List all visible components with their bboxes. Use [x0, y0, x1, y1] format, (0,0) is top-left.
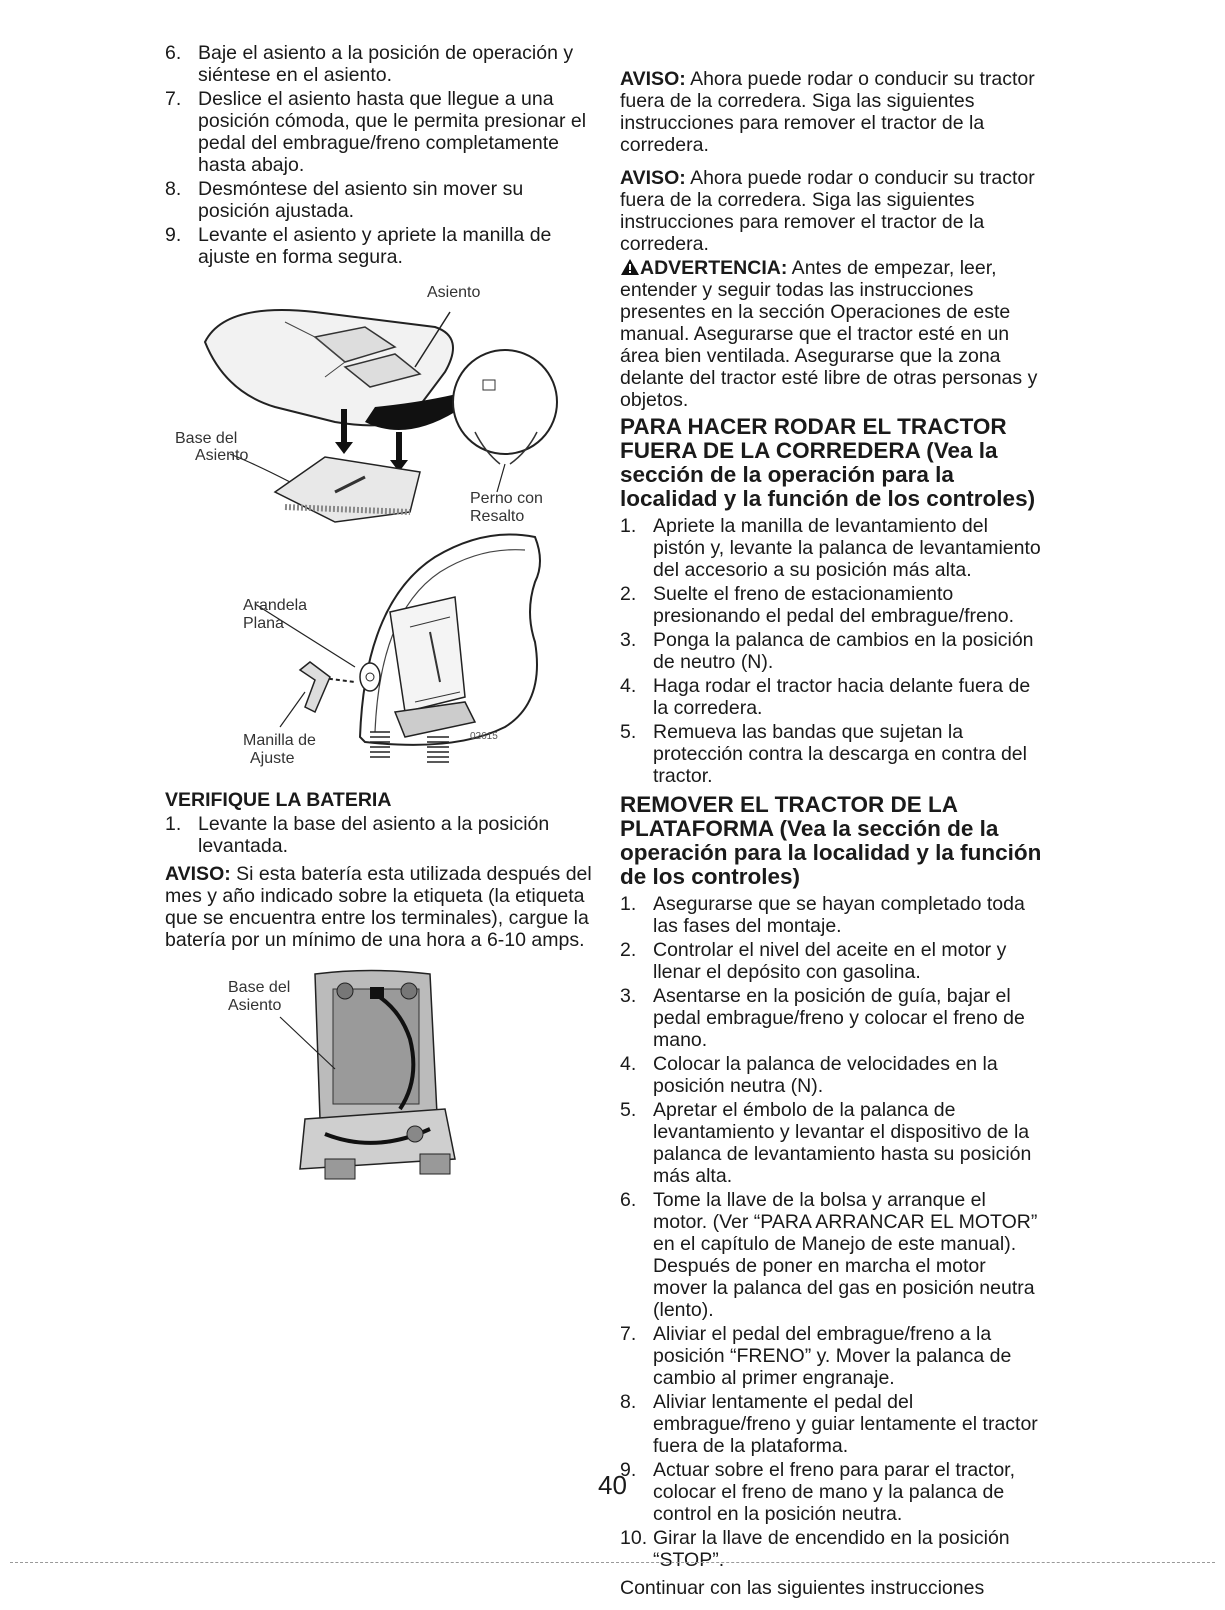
list-item: 5. Apretar el émbolo de la palanca de levantamiento y levantar el dispositivo de la palanca de levantamiento hasta su posición más alta.: [620, 1099, 1032, 1187]
notice-1: AVISO: Ahora puede rodar o conducir su tractor fuera de la corredera. Siga las siguientes instrucciones para remover el tractor de la corredera.: [620, 68, 1035, 156]
list-item: 3. Asentarse en la posición de guía, bajar el pedal embrague/freno y colocar el freno de mano.: [620, 985, 1025, 1051]
warning-block: ADVERTENCIA: Antes de empezar, leer, entender y seguir todas las instrucciones presentes en la sección Operaciones de este manual. Asegurarse que el tractor esté en un área bien ventilada. Asegurarse que la zona delante del tractor esté libre de otras personas y objetos.: [620, 257, 1038, 411]
list-item: 9. Actuar sobre el freno para parar el tractor, colocar el freno de mano y la palanca de control en la posición neutra.: [620, 1459, 1016, 1525]
label-base-del: Base del: [175, 430, 238, 447]
list-item: 7. Deslice el asiento hasta que llegue a una posición cómoda, que le permita presionar el pedal del embrague/freno completamente hasta abajo.: [165, 88, 587, 176]
seat-steps-list: [165, 42, 595, 268]
page-bottom-rule: [10, 1562, 1215, 1563]
verify-battery-heading: VERIFIQUE LA BATERIA: [165, 789, 392, 811]
continue-note: Continuar con las siguientes instrucciones: [620, 1577, 985, 1599]
list-item: 1. Asegurarse que se hayan completado toda las fases del montaje.: [620, 893, 1025, 937]
list-item: 1. Levante la base del asiento a la posición levantada.: [165, 813, 550, 857]
notice-2: AVISO: Ahora puede rodar o conducir su tractor fuera de la corredera. Siga las siguientes instrucciones para remover el tractor de la corredera.: [620, 167, 1035, 255]
warning-icon: [620, 258, 640, 276]
label-base-del-2: Base del: [228, 979, 291, 996]
list-item: 3. Ponga la palanca de cambios en la posición de neutro (N).: [620, 629, 1034, 673]
seat-assembly-figure: [165, 282, 595, 777]
verify-steps-list: [165, 813, 595, 857]
list-item: 6. Baje el asiento a la posición de operación y siéntese en el asiento.: [165, 42, 574, 86]
seat-assembly-illustration: [165, 282, 595, 777]
list-item: 8. Desmóntese del asiento sin mover su posición ajustada.: [165, 178, 524, 222]
battery-figure: [165, 969, 595, 1194]
label-plana: Plana: [243, 615, 284, 632]
label-asiento: Asiento: [427, 284, 481, 301]
section-heading-roll-off: PARA HACER RODAR EL TRACTOR FUERA DE LA CORREDERA (Vea la sección de la operación para la localidad y la función de los controles): [620, 414, 1036, 511]
label-resalto: Resalto: [470, 508, 525, 525]
list-item: 2. Controlar el nivel del aceite en el motor y llenar el depósito con gasolina.: [620, 939, 1007, 983]
list-item: 5. Remueva las bandas que sujetan la protección contra la descarga en contra del tractor.: [620, 721, 1027, 787]
list-item: 1. Apriete la manilla de levantamiento del pistón y, levante la palanca de levantamiento del accesorio a su posición más alta.: [620, 515, 1041, 581]
label-perno-con: Perno con: [470, 490, 543, 507]
list-item: 7. Aliviar el pedal del embrague/freno a la posición “FRENO” y. Mover la palanca de cambio al primer engranaje.: [620, 1323, 1012, 1389]
section-heading-remove-platform: REMOVER EL TRACTOR DE LA PLATAFORMA (Vea la sección de la operación para la localidad y la función de los controles): [620, 792, 1042, 889]
label-manilla-de: Manilla de: [243, 732, 316, 749]
list-item: 4. Haga rodar el tractor hacia delante fuera de la corredera.: [620, 675, 1031, 719]
roll-off-steps: [620, 515, 1045, 787]
label-arandela: Arandela: [243, 597, 308, 614]
label-ajuste: Ajuste: [250, 750, 295, 767]
list-item: 9. Levante el asiento y apriete la manilla de ajuste en forma segura.: [165, 224, 552, 268]
battery-notice: AVISO: Si esta batería esta utilizada después del mes y año indicado sobre la etiqueta (la etiqueta que se encuentra entre los terminales), cargue la batería por un mínimo de una hora a 6-10 amps.: [165, 863, 592, 951]
figure-code: 02615: [470, 731, 498, 742]
list-item: 6. Tome la llave de la bolsa y arranque el motor. (Ver “PARA ARRANCAR EL MOTOR” en el capítulo de Manejo de este manual). Después de poner en marcha el motor mover la palanca del gas en posición neutra (lento).: [620, 1189, 1038, 1321]
right-column: [620, 68, 1045, 1610]
list-item: 2. Suelte el freno de estacionamiento presionando el pedal del embrague/freno.: [620, 583, 1015, 627]
list-item: 10. Girar la llave de encendido en la posición “STOP”.: [620, 1527, 1010, 1571]
list-item: 4. Colocar la palanca de velocidades en la posición neutra (N).: [620, 1053, 998, 1097]
label-asiento-2: Asiento: [228, 997, 282, 1014]
list-item: 8. Aliviar lentamente el pedal del embrague/freno y guiar lentamente el tractor fuera de la plataforma.: [620, 1391, 1038, 1457]
label-base-asiento: Asiento: [195, 447, 249, 464]
left-column: [165, 42, 595, 1194]
page-number: 40: [598, 1470, 627, 1500]
